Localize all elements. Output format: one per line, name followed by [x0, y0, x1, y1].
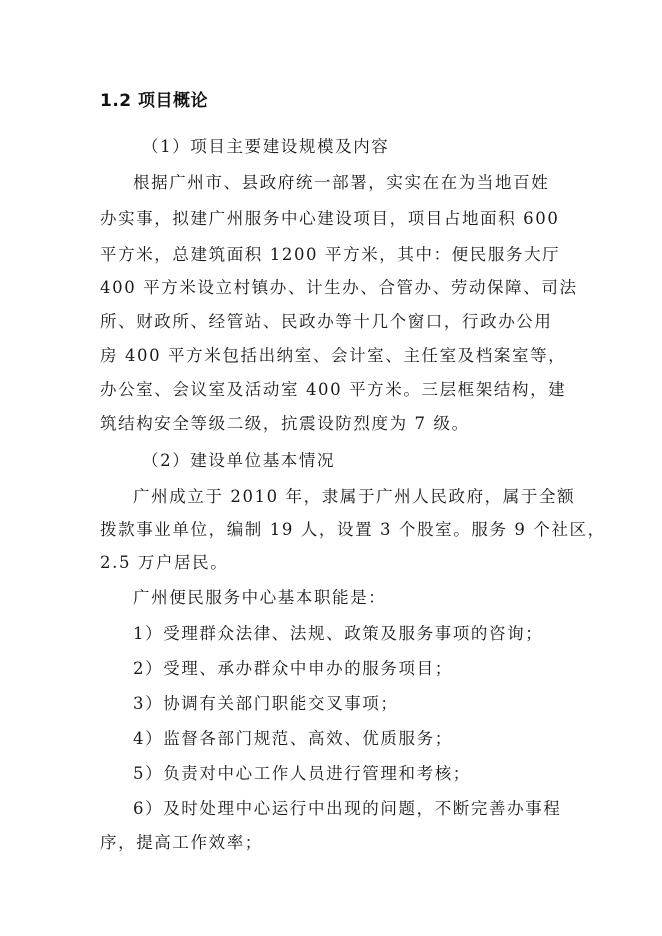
- paragraph-line: 拨款事业单位，编制 19 人，设置 3 个股室。服务 9 个社区，: [100, 520, 606, 539]
- duty-item-continued: 序，提高工作效率；: [100, 833, 263, 852]
- paragraph-line: 2.5 万户居民。: [100, 553, 229, 572]
- duty-item: 5）负责对中心工作人员进行管理和考核；: [133, 764, 471, 783]
- paragraph-line: 办实事，拟建广州服务中心建设项目，项目占地面积 600: [100, 209, 560, 228]
- paragraph-line: 根据广州市、县政府统一部署，实实在在为当地百姓: [133, 173, 550, 192]
- paragraph-line: 办公室、会议室及活动室 400 平方米。三层框架结构，建: [100, 380, 567, 399]
- duty-item: 3）协调有关部门职能交叉事项；: [133, 694, 399, 713]
- subsection-title-unit: （2）建设单位基本情况: [142, 451, 336, 470]
- paragraph-line: 广州成立于 2010 年，隶属于广州人民政府，属于全额: [133, 487, 576, 506]
- duty-item: 2）受理、承办群众中申办的服务项目；: [133, 659, 453, 678]
- paragraph-line: 400 平方米设立村镇办、计生办、合管办、劳动保障、司法: [100, 278, 578, 297]
- duty-item: 6）及时处理中心运行中出现的问题，不断完善办事程: [133, 799, 562, 818]
- paragraph-line: 房 400 平方米包括出纳室、会计室、主任室及档案室等，: [100, 346, 567, 365]
- duties-intro: 广州便民服务中心基本职能是：: [133, 588, 387, 607]
- section-heading: 1.2 项目概论: [100, 91, 209, 111]
- paragraph-line: 平方米，总建筑面积 1200 平方米，其中：便民服务大厅: [100, 245, 561, 264]
- duty-item: 1）受理群众法律、法规、政策及服务事项的咨询；: [133, 624, 544, 643]
- duty-item: 4）监督各部门规范、高效、优质服务；: [133, 729, 453, 748]
- paragraph-line: 所、财政所、经管站、民政办等十几个窗口，行政办公用: [100, 312, 553, 331]
- paragraph-line: 筑结构安全等级二级，抗震设防烈度为 7 级。: [100, 414, 470, 433]
- subsection-title-scale: （1）项目主要建设规模及内容: [142, 137, 390, 156]
